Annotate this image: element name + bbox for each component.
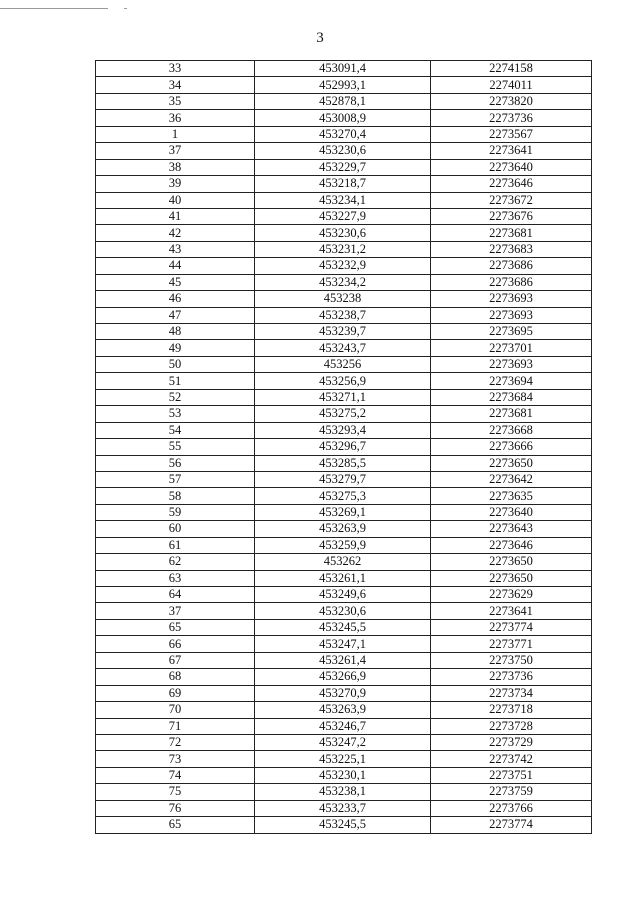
y-coordinate-cell: 2273666 (431, 439, 592, 455)
table-row (96, 537, 592, 553)
point-number-cell: 52 (96, 389, 255, 405)
x-coordinate-cell: 453293,4 (255, 422, 431, 438)
y-coordinate-cell: 2273736 (431, 110, 592, 126)
table-row (96, 685, 592, 701)
y-coordinate-cell: 2273718 (431, 702, 592, 718)
point-number-cell: 72 (96, 734, 255, 750)
y-coordinate-cell: 2273676 (431, 208, 592, 224)
point-number-cell: 55 (96, 439, 255, 455)
point-number-cell: 76 (96, 800, 255, 816)
y-coordinate-cell: 2273635 (431, 488, 592, 504)
y-coordinate-cell: 2273681 (431, 406, 592, 422)
table-row (96, 767, 592, 783)
x-coordinate-cell: 453230,6 (255, 225, 431, 241)
scan-edge-mark (124, 8, 127, 9)
x-coordinate-cell: 453247,2 (255, 734, 431, 750)
x-coordinate-cell: 453243,7 (255, 340, 431, 356)
y-coordinate-cell: 2274158 (431, 61, 592, 77)
coordinates-table (95, 60, 592, 834)
x-coordinate-cell: 453238,1 (255, 784, 431, 800)
table-row (96, 652, 592, 668)
y-coordinate-cell: 2274011 (431, 77, 592, 93)
y-coordinate-cell: 2273641 (431, 603, 592, 619)
point-number-cell: 75 (96, 784, 255, 800)
table-row (96, 159, 592, 175)
point-number-cell: 46 (96, 291, 255, 307)
x-coordinate-cell: 453230,1 (255, 767, 431, 783)
point-number-cell: 41 (96, 208, 255, 224)
y-coordinate-cell: 2273693 (431, 291, 592, 307)
point-number-cell: 61 (96, 537, 255, 553)
scan-edge-line (0, 8, 108, 9)
y-coordinate-cell: 2273641 (431, 143, 592, 159)
point-number-cell: 58 (96, 488, 255, 504)
point-number-cell: 65 (96, 817, 255, 833)
y-coordinate-cell: 2273686 (431, 274, 592, 290)
x-coordinate-cell: 453256,9 (255, 373, 431, 389)
table-row (96, 554, 592, 570)
y-coordinate-cell: 2273734 (431, 685, 592, 701)
point-number-cell: 64 (96, 587, 255, 603)
x-coordinate-cell: 453269,1 (255, 504, 431, 520)
point-number-cell: 68 (96, 669, 255, 685)
table-row (96, 718, 592, 734)
y-coordinate-cell: 2273750 (431, 652, 592, 668)
point-number-cell: 47 (96, 307, 255, 323)
table-row (96, 504, 592, 520)
table-row (96, 77, 592, 93)
point-number-cell: 48 (96, 324, 255, 340)
table-row (96, 669, 592, 685)
x-coordinate-cell: 453279,7 (255, 471, 431, 487)
table-row (96, 570, 592, 586)
x-coordinate-cell: 453234,1 (255, 192, 431, 208)
point-number-cell: 37 (96, 603, 255, 619)
table-row (96, 817, 592, 833)
y-coordinate-cell: 2273643 (431, 521, 592, 537)
y-coordinate-cell: 2273683 (431, 241, 592, 257)
point-number-cell: 45 (96, 274, 255, 290)
point-number-cell: 59 (96, 504, 255, 520)
y-coordinate-cell: 2273742 (431, 751, 592, 767)
point-number-cell: 53 (96, 406, 255, 422)
table-row (96, 521, 592, 537)
point-number-cell: 71 (96, 718, 255, 734)
point-number-cell: 44 (96, 258, 255, 274)
table-row (96, 274, 592, 290)
table-row (96, 389, 592, 405)
table-row (96, 406, 592, 422)
x-coordinate-cell: 453261,4 (255, 652, 431, 668)
table-row (96, 471, 592, 487)
x-coordinate-cell: 453271,1 (255, 389, 431, 405)
x-coordinate-cell: 453247,1 (255, 636, 431, 652)
x-coordinate-cell: 453261,1 (255, 570, 431, 586)
x-coordinate-cell: 453270,9 (255, 685, 431, 701)
table-row (96, 734, 592, 750)
y-coordinate-cell: 2273751 (431, 767, 592, 783)
table-row (96, 176, 592, 192)
x-coordinate-cell: 453234,2 (255, 274, 431, 290)
table-row (96, 192, 592, 208)
point-number-cell: 38 (96, 159, 255, 175)
x-coordinate-cell: 453227,9 (255, 208, 431, 224)
table-row (96, 258, 592, 274)
x-coordinate-cell: 453230,6 (255, 143, 431, 159)
y-coordinate-cell: 2273771 (431, 636, 592, 652)
table-row (96, 422, 592, 438)
x-coordinate-cell: 452993,1 (255, 77, 431, 93)
table-row (96, 356, 592, 372)
x-coordinate-cell: 453230,6 (255, 603, 431, 619)
x-coordinate-cell: 453270,4 (255, 126, 431, 142)
x-coordinate-cell: 453296,7 (255, 439, 431, 455)
point-number-cell: 50 (96, 356, 255, 372)
x-coordinate-cell: 453238 (255, 291, 431, 307)
table-row (96, 324, 592, 340)
x-coordinate-cell: 453239,7 (255, 324, 431, 340)
y-coordinate-cell: 2273820 (431, 93, 592, 109)
y-coordinate-cell: 2273693 (431, 307, 592, 323)
y-coordinate-cell: 2273736 (431, 669, 592, 685)
table-row (96, 587, 592, 603)
x-coordinate-cell: 453231,2 (255, 241, 431, 257)
x-coordinate-cell: 453245,5 (255, 817, 431, 833)
table-row (96, 93, 592, 109)
table-row (96, 225, 592, 241)
x-coordinate-cell: 453245,5 (255, 619, 431, 635)
point-number-cell: 49 (96, 340, 255, 356)
x-coordinate-cell: 453225,1 (255, 751, 431, 767)
y-coordinate-cell: 2273640 (431, 504, 592, 520)
point-number-cell: 62 (96, 554, 255, 570)
x-coordinate-cell: 453091,4 (255, 61, 431, 77)
x-coordinate-cell: 453275,3 (255, 488, 431, 504)
x-coordinate-cell: 453266,9 (255, 669, 431, 685)
x-coordinate-cell: 453262 (255, 554, 431, 570)
point-number-cell: 69 (96, 685, 255, 701)
point-number-cell: 33 (96, 61, 255, 77)
point-number-cell: 56 (96, 455, 255, 471)
y-coordinate-cell: 2273701 (431, 340, 592, 356)
y-coordinate-cell: 2273684 (431, 389, 592, 405)
point-number-cell: 42 (96, 225, 255, 241)
y-coordinate-cell: 2273729 (431, 734, 592, 750)
table-row (96, 800, 592, 816)
table-row (96, 702, 592, 718)
point-number-cell: 57 (96, 471, 255, 487)
table-row (96, 61, 592, 77)
point-number-cell: 67 (96, 652, 255, 668)
table-row (96, 241, 592, 257)
table-row (96, 340, 592, 356)
point-number-cell: 43 (96, 241, 255, 257)
point-number-cell: 63 (96, 570, 255, 586)
point-number-cell: 39 (96, 176, 255, 192)
point-number-cell: 70 (96, 702, 255, 718)
point-number-cell: 60 (96, 521, 255, 537)
y-coordinate-cell: 2273759 (431, 784, 592, 800)
y-coordinate-cell: 2273646 (431, 537, 592, 553)
x-coordinate-cell: 453229,7 (255, 159, 431, 175)
y-coordinate-cell: 2273766 (431, 800, 592, 816)
point-number-cell: 35 (96, 93, 255, 109)
table-row (96, 455, 592, 471)
point-number-cell: 73 (96, 751, 255, 767)
x-coordinate-cell: 453233,7 (255, 800, 431, 816)
point-number-cell: 74 (96, 767, 255, 783)
x-coordinate-cell: 453285,5 (255, 455, 431, 471)
x-coordinate-cell: 453008,9 (255, 110, 431, 126)
x-coordinate-cell: 453218,7 (255, 176, 431, 192)
y-coordinate-cell: 2273686 (431, 258, 592, 274)
table-row (96, 373, 592, 389)
point-number-cell: 37 (96, 143, 255, 159)
table-row (96, 143, 592, 159)
x-coordinate-cell: 453275,2 (255, 406, 431, 422)
x-coordinate-cell: 453256 (255, 356, 431, 372)
y-coordinate-cell: 2273629 (431, 587, 592, 603)
point-number-cell: 51 (96, 373, 255, 389)
y-coordinate-cell: 2273650 (431, 455, 592, 471)
y-coordinate-cell: 2273642 (431, 471, 592, 487)
table-row (96, 307, 592, 323)
table-row (96, 439, 592, 455)
y-coordinate-cell: 2273774 (431, 619, 592, 635)
point-number-cell: 66 (96, 636, 255, 652)
table-row (96, 208, 592, 224)
point-number-cell: 34 (96, 77, 255, 93)
table-row (96, 751, 592, 767)
y-coordinate-cell: 2273695 (431, 324, 592, 340)
x-coordinate-cell: 453238,7 (255, 307, 431, 323)
point-number-cell: 54 (96, 422, 255, 438)
x-coordinate-cell: 453246,7 (255, 718, 431, 734)
y-coordinate-cell: 2273650 (431, 570, 592, 586)
point-number-cell: 36 (96, 110, 255, 126)
x-coordinate-cell: 453232,9 (255, 258, 431, 274)
x-coordinate-cell: 453249,6 (255, 587, 431, 603)
coordinates-table-body (96, 61, 592, 834)
y-coordinate-cell: 2273672 (431, 192, 592, 208)
y-coordinate-cell: 2273650 (431, 554, 592, 570)
x-coordinate-cell: 453263,9 (255, 702, 431, 718)
table-row (96, 619, 592, 635)
x-coordinate-cell: 452878,1 (255, 93, 431, 109)
point-number-cell: 40 (96, 192, 255, 208)
table-row (96, 636, 592, 652)
table-row (96, 291, 592, 307)
y-coordinate-cell: 2273567 (431, 126, 592, 142)
y-coordinate-cell: 2273728 (431, 718, 592, 734)
table-row (96, 603, 592, 619)
y-coordinate-cell: 2273694 (431, 373, 592, 389)
table-row (96, 110, 592, 126)
y-coordinate-cell: 2273646 (431, 176, 592, 192)
point-number-cell: 1 (96, 126, 255, 142)
y-coordinate-cell: 2273640 (431, 159, 592, 175)
point-number-cell: 65 (96, 619, 255, 635)
x-coordinate-cell: 453259,9 (255, 537, 431, 553)
x-coordinate-cell: 453263,9 (255, 521, 431, 537)
table-row (96, 488, 592, 504)
y-coordinate-cell: 2273693 (431, 356, 592, 372)
y-coordinate-cell: 2273774 (431, 817, 592, 833)
table-row (96, 126, 592, 142)
table-row (96, 784, 592, 800)
y-coordinate-cell: 2273681 (431, 225, 592, 241)
y-coordinate-cell: 2273668 (431, 422, 592, 438)
page-number: 3 (316, 30, 324, 46)
